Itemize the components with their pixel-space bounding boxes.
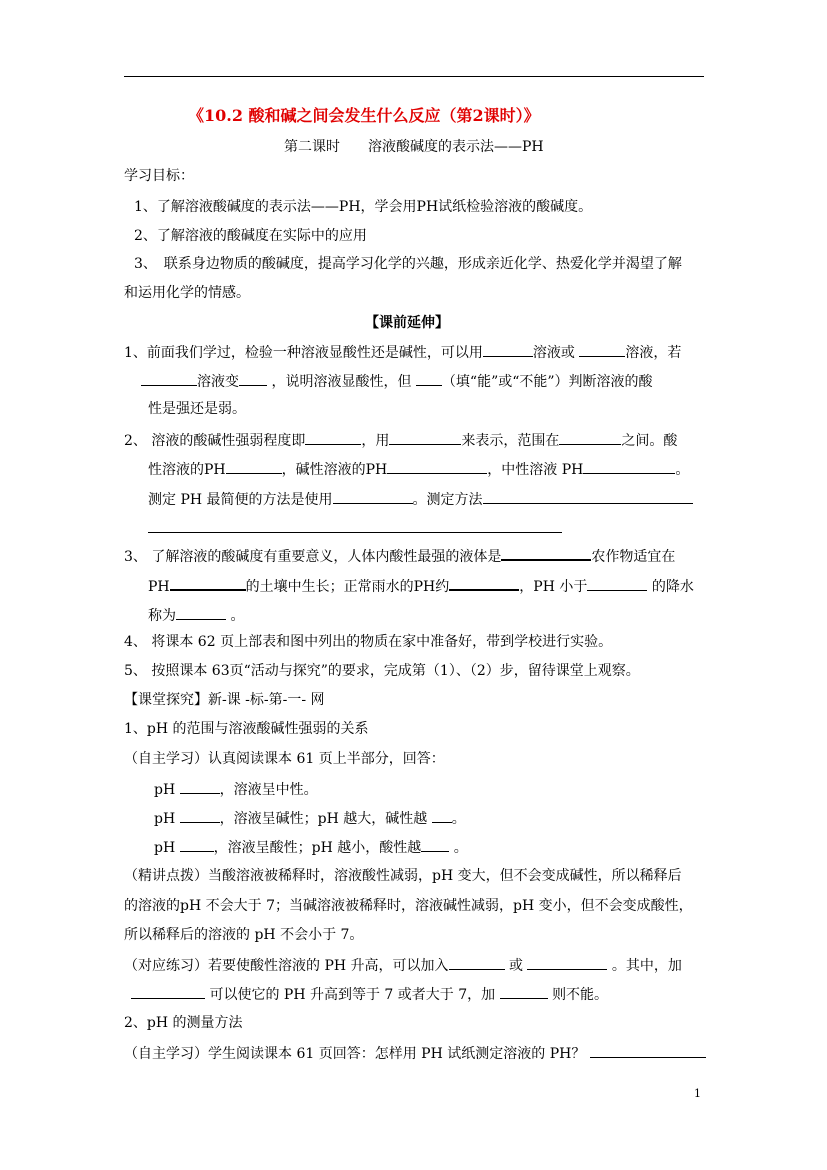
text: 之间。酸 bbox=[621, 433, 678, 449]
page-title: 《10.2 酸和碱之间会发生什么反应（第2课时）》 bbox=[188, 106, 540, 125]
text: 或 bbox=[508, 958, 523, 974]
text: （自主学习）学生阅读课本 61 页回答：怎样用 PH 试纸测定溶液的 PH？ bbox=[124, 1046, 586, 1062]
text: 测定 PH 最简便的方法是使用 bbox=[148, 492, 333, 508]
blank bbox=[305, 430, 361, 445]
text: ，用 bbox=[361, 433, 390, 449]
question-2-line-1 bbox=[124, 430, 677, 451]
text: 性溶液的PH bbox=[148, 462, 226, 478]
blank bbox=[180, 779, 220, 794]
blank bbox=[180, 808, 220, 823]
blank bbox=[583, 459, 675, 474]
text: pH bbox=[154, 840, 176, 856]
blank bbox=[148, 518, 562, 533]
text: 。 bbox=[675, 462, 690, 478]
blank bbox=[501, 545, 591, 561]
blank bbox=[170, 575, 246, 591]
question-2-line-2 bbox=[148, 459, 689, 480]
goal-item: 3、 联系身边物质的酸碱度，提高学习化学的兴趣，形成亲近化学、热爱化学并渴望了解 bbox=[134, 256, 682, 272]
blank bbox=[483, 489, 693, 504]
text: 农作物适宜在 bbox=[591, 549, 676, 565]
blank bbox=[176, 605, 226, 620]
section-heading-class: 【课堂探究】新-课 -标-第-一- 网 bbox=[124, 692, 325, 708]
blank bbox=[416, 371, 442, 386]
question-4: 4、 将课本 62 页上部表和图中列出的物质在家中准备好，带到学校进行实验。 bbox=[124, 634, 613, 650]
header-rule bbox=[124, 76, 704, 77]
tip-line-3: 所以稀释后的溶液的 pH 不会小于 7。 bbox=[124, 927, 364, 943]
ph-acidic-line bbox=[154, 837, 468, 858]
text: pH bbox=[154, 811, 176, 827]
blank bbox=[131, 984, 205, 999]
text: 。其中，加 bbox=[611, 958, 682, 974]
blank bbox=[527, 955, 607, 970]
self-study-2 bbox=[124, 1043, 706, 1064]
ph-basic-line bbox=[154, 808, 466, 829]
text: ，溶液呈碱性；pH 越大，碱性越 bbox=[219, 811, 428, 827]
question-3-line-3 bbox=[148, 605, 244, 626]
blank bbox=[389, 430, 461, 445]
text: （填“能”或“不能”）判断溶液的酸 bbox=[441, 374, 653, 390]
text: PH bbox=[148, 579, 170, 595]
self-study-1: （自主学习）认真阅读课本 61 页上半部分，回答： bbox=[124, 751, 445, 767]
blank bbox=[590, 1043, 706, 1058]
question-1-line-2 bbox=[141, 371, 653, 392]
blank bbox=[432, 808, 452, 823]
text: 。 bbox=[451, 811, 466, 827]
question-1-line-3: 性是强还是弱。 bbox=[148, 401, 246, 417]
subsection-2: 2、pH 的测量方法 bbox=[124, 1015, 243, 1031]
blank bbox=[483, 342, 533, 357]
text: ，说明溶液显酸性，但 bbox=[271, 374, 412, 390]
page-number: 1 bbox=[694, 1087, 701, 1100]
text: 3、 了解溶液的酸碱度有重要意义，人体内酸性最强的液体是 bbox=[124, 549, 502, 565]
goals-heading: 学习目标： bbox=[124, 168, 194, 184]
ph-neutral-line bbox=[154, 779, 318, 800]
text: 溶液，若 bbox=[625, 345, 682, 361]
text: ，溶液呈中性。 bbox=[219, 782, 318, 798]
question-2-line-3 bbox=[148, 489, 693, 510]
text: 。测定方法 bbox=[412, 492, 483, 508]
section-heading-pre: 【课前延伸】 bbox=[365, 315, 449, 331]
text: 可以使它的 PH 升高到等于 7 或者大于 7，加 bbox=[209, 987, 496, 1003]
blank bbox=[449, 955, 505, 970]
text: ，中性溶液 PH bbox=[487, 462, 584, 478]
tip-line-1: （精讲点拨）当酸溶液被稀释时，溶液酸性减弱，pH 变大，但不会变成碱性，所以稀释后 bbox=[124, 868, 682, 884]
text: 的土壤中生长；正常雨水的PH约 bbox=[245, 579, 450, 595]
text: ，碱性溶液的PH bbox=[281, 462, 388, 478]
blank bbox=[587, 576, 647, 591]
text: ，溶液呈酸性；pH 越小，酸性越 bbox=[213, 840, 422, 856]
blank bbox=[421, 837, 449, 852]
page-subtitle: 第二课时 溶液酸碱度的表示法——PH bbox=[284, 139, 544, 155]
text: 。 bbox=[230, 608, 245, 624]
blank bbox=[449, 575, 519, 591]
text: 来表示，范围在 bbox=[461, 433, 560, 449]
blank bbox=[180, 837, 214, 852]
tip-line-2: 的溶液的pH 不会大于 7；当碱溶液被稀释时，溶液碱性减弱，pH 变小，但不会变成酸性， bbox=[124, 898, 693, 914]
question-1-line-1 bbox=[124, 342, 681, 363]
text: （对应练习）若要使酸性溶液的 PH 升高，可以加入 bbox=[124, 958, 449, 974]
blank bbox=[559, 430, 621, 445]
question-2-line-4 bbox=[148, 518, 562, 539]
text: 溶液变 bbox=[197, 374, 239, 390]
goal-item: 和运用化学的情感。 bbox=[124, 285, 250, 301]
text: 2、 溶液的酸碱性强弱程度即 bbox=[124, 433, 306, 449]
question-3-line-1 bbox=[124, 545, 675, 567]
blank bbox=[333, 489, 413, 504]
text: 。 bbox=[453, 840, 468, 856]
blank bbox=[500, 984, 548, 999]
text: 1、前面我们学过，检验一种溶液显酸性还是碱性，可以用 bbox=[124, 345, 483, 361]
question-5: 5、 按照课本 63页“活动与探究”的要求，完成第（1）、（2）步，留待课堂上观察。 bbox=[124, 663, 640, 679]
subsection-1: 1、pH 的范围与溶液酸碱性强弱的关系 bbox=[124, 721, 369, 737]
text: 溶液或 bbox=[532, 345, 575, 361]
goal-item: 1、了解溶液酸碱度的表示法——PH，学会用PH试纸检验溶液的酸碱度。 bbox=[134, 199, 593, 215]
text: pH bbox=[154, 782, 176, 798]
text: 则不能。 bbox=[552, 987, 609, 1003]
blank bbox=[239, 371, 267, 386]
blank bbox=[226, 459, 282, 474]
blank bbox=[387, 459, 487, 474]
text: ，PH 小于 bbox=[519, 579, 588, 595]
text: 的降水 bbox=[651, 579, 694, 595]
blank bbox=[579, 342, 625, 357]
text: 称为 bbox=[148, 608, 176, 624]
blank bbox=[141, 371, 197, 386]
goal-item: 2、了解溶液的酸碱度在实际中的应用 bbox=[134, 228, 367, 244]
practice-line-2 bbox=[131, 984, 608, 1005]
practice-line-1 bbox=[124, 955, 682, 976]
question-3-line-2 bbox=[148, 575, 694, 597]
